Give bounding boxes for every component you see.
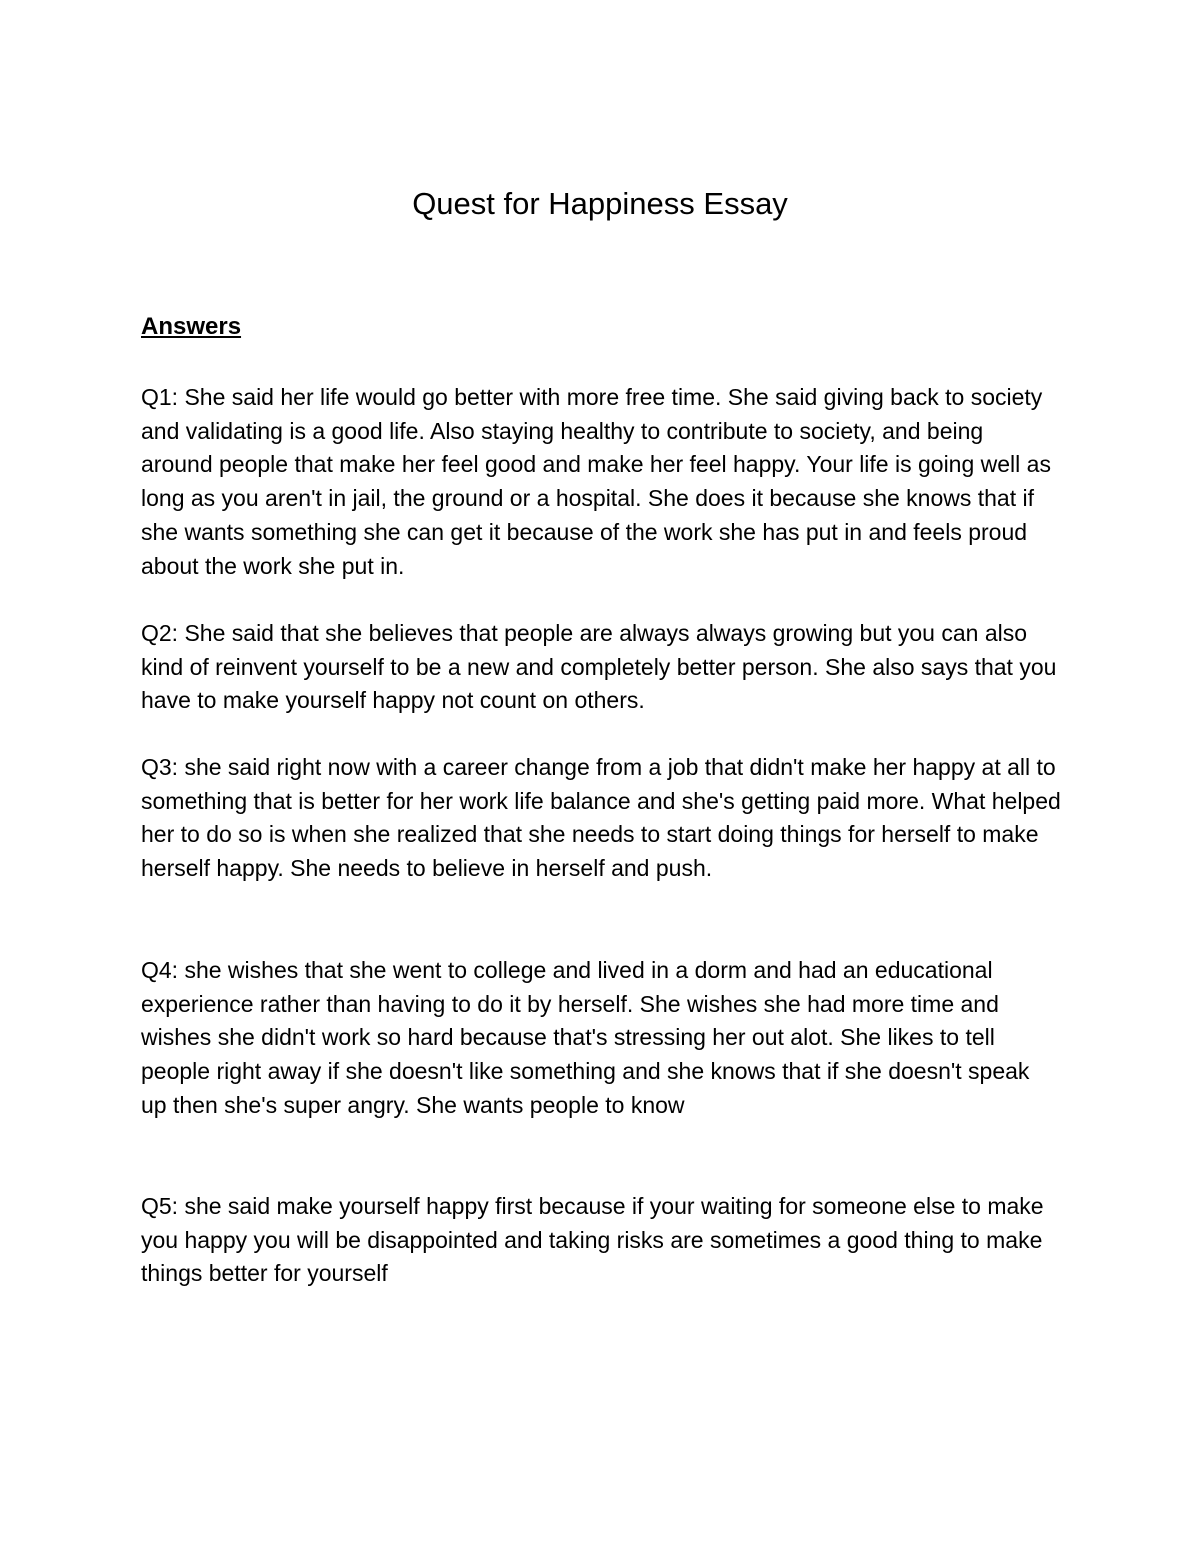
answer-q5: Q5: she said make yourself happy first because if your waiting for someone else to make you happy you will be disappointed and taking risks are sometimes a good thing to make things better for yourself — [141, 1193, 1044, 1287]
answers-heading: Answers — [141, 313, 242, 340]
answer-q3: Q3: she said right now with a career change from a job that didn't make her happy at all to something that is better for her work life balance and she's getting paid more. What helped her to do so is when she realized that she needs to start doing things for herself to make herself happy. She needs to believe in herself and push. — [141, 754, 1061, 882]
answer-q2: Q2: She said that she believes that people are always always growing but you can also kind of reinvent yourself to be a new and completely better person. She also says that you have to make yourself happy not count on others. — [141, 620, 1057, 714]
answer-q1: Q1: She said her life would go better with more free time. She said giving back to society and validating is a good life. Also staying healthy to contribute to society, and being around people that make her feel good and make her feel happy. Your life is going well as long as you aren't in jail, the ground or a hospital. She does it because she knows that if she wants something she can get it because of the work she has put in and feels proud about the work she put in. — [141, 384, 1051, 579]
answer-q4: Q4: she wishes that she went to college and lived in a dorm and had an educational experience rather than having to do it by herself. She wishes she had more time and wishes she didn't work so hard because that's stressing her out alot. She likes to tell people right away if she doesn't like something and she knows that if she doesn't speak up then she's super angry. She wants people to know — [141, 957, 1030, 1118]
document-title: Quest for Happiness Essay — [412, 186, 788, 221]
